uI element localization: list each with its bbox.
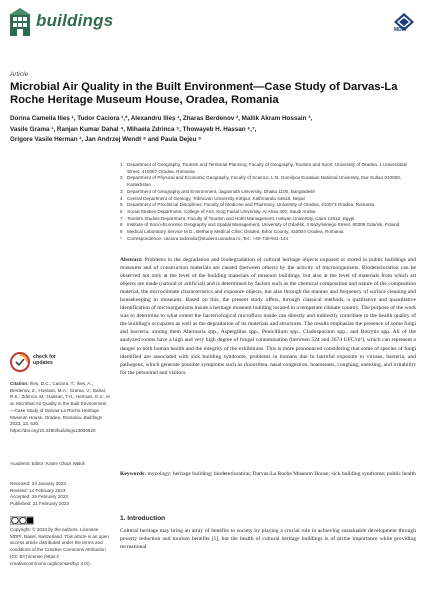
affiliation-number: 2 [120, 175, 123, 181]
affiliation-text: Department of Geography, Tourism and Territorial Planning, Faculty of Geography, Tourism and Sport, University of Oradea, 1 Universitatii Street, 410087 Oradea, Romania [127, 162, 407, 174]
affiliation-number: 6 [120, 208, 123, 214]
check-for-updates-label[interactable] [33, 354, 56, 366]
citation-block [10, 381, 110, 435]
citation-volume[interactable]: 2023, 13, 620. https://doi.org/10.3390/buildings13030620 [10, 421, 96, 433]
abstract [120, 256, 416, 377]
date-line: Revised: 14 February 2023 [10, 487, 66, 493]
affiliation-text: Medical Laboratory Service M.D., Bethany Medical Clinic Oradea, Bihor County, 410004 Oradea, Romania [127, 229, 344, 235]
author-list [10, 114, 414, 146]
affiliation-item [120, 162, 420, 175]
affiliation-item [120, 175, 420, 188]
correspondence [120, 236, 420, 243]
journal-name: buildings [36, 11, 114, 30]
affiliation-item [120, 189, 420, 196]
article-title: Microbial Air Quality in the Built Environment—Case Study of Darvas-La Roche Heritage Museum House, Oradea, Romania [10, 81, 398, 107]
academic-editor-label: Academic Editor: [10, 461, 45, 466]
affiliation-text: Department of Preclinical Disciplines, Faculty of Medicine and Pharmacy, University of Oradea, 410073 Oradea, Romania [127, 202, 375, 208]
affiliation-text: Tourism Studies Department, Faculty of Tourism and Hotel Management, Helwan University, Cairo 12612, Egypt [127, 215, 355, 221]
keywords-text: mycology; heritage building; biodeterioration; Darvas-La Roche Museum House; sick building syndrome; public health [147, 471, 416, 477]
affiliation-number: 7 [120, 215, 123, 221]
copyright-block [10, 527, 110, 567]
article-type: Article [10, 71, 29, 78]
citation-label: Citation: [10, 381, 29, 386]
copyright-text: Copyright: © 2023 by the authors. Licensee MDPI, Basel, Switzerland. This article is an open access article distributed under the terms and conditions of the Creative Commons Attribution (CC BY) license (https:// creativecommons.org/licenses/by/ 4.0/). [10, 527, 109, 566]
date-line: Accepted: 19 February 2023 [10, 494, 68, 500]
check-updates-line: updates [33, 360, 53, 366]
citation-text: Ilieș, D.C.; Caciora, T.; Ilieș, A.; Berdenov, Z.; Hossain, M.A.; Grama, V.; Dahal, R.K.; Zdrinca, M.; Hassan, T.H.; Herman, G.V.; et al. Microbial Air Quality in the Built Environment—Case Study of Darvas-La Roche Heritage Museum House, Oradea, Romania. [10, 381, 110, 420]
affiliation-number: 5 [120, 202, 123, 208]
check-updates-line: check for [33, 354, 57, 360]
affiliation-number: 3 [120, 188, 123, 194]
date-line: Published: 21 February 2023 [10, 501, 69, 507]
affiliation-item [120, 229, 420, 236]
cc-by-license-icon[interactable] [10, 516, 34, 525]
date-line: Received: 23 January 2023 [10, 481, 66, 486]
affiliation-text: Department of Geography and Environment, Jagannath University, Dhaka 1100, Bangladesh [127, 188, 316, 194]
abstract-text: Problems in the degradation and biodegradation of cultural heritage objects exposed or stored in public buildings and museums and of construction materials are caused (between others) by the activity of microorganisms. Biodeterioration can be observed not only at the level of the building materials of museum buildings, but also at the level of materials from which art objects are made (natural or artificial) and is determined by factors such as the chemical composition and nature of the composition material, the microclimate characteristics and exposure objects, but also through the manner and frequency of surface cleaning and housekeeping in museums. Based on this, the present study offers, through classical methods, a qualitative and quantitative identification of microorganisms inside a heritage museum building located in a temperate climate country. The purpose of the work was to determine to what extent the bacteriological microflora inside can directly and indirectly contribute to the health quality of the building's occupants as well as the degradation of its materials and structures. The results emphasize the presence of some fungi and bacteria, among them Alternaria spp., Aspergillus spp., Penicillium spp., Cladosporium spp., and Botrytis spp. All of the analyzed rooms have a high and very high degree of fungal contamination (between 524 and 3674 UFC/m³), which can represent a danger to both human health and the integrity of the exhibitions. This is more pronounced considering that some of species of fungi identified are associated with sick building syndrome, problems in humans due to harmful exposure to viruses, bacteria, and pathogens, which generate possible symptoms such as rhinorrhea, nasal congestion, hoarseness, coughing, sneezing, and irritability for the personnel and visitors. [120, 257, 416, 376]
section-heading: 1. Introduction [120, 515, 166, 522]
affiliation-item [120, 216, 420, 223]
affiliation-text: Department of Physical and Economic Geography, Faculty of Science, L.N. Gumilyov Eurasian National University, Nur-Sultan 010008, Kazakhstan [127, 175, 402, 188]
affiliation-text: Central Department of Geology, Tribhuvan University Kirtipur, Kathmandu 44618, Nepal [127, 195, 305, 201]
keywords [120, 470, 416, 478]
intro-paragraph: Cultural heritage may bring an array of benefits to society by playing a crucial role in achieving sustainable development through poverty reduction and tourism benefits [1], but the health of cultural heritage buildings is of prime importance while providing recreational [120, 528, 416, 551]
check-for-updates-icon[interactable] [10, 352, 30, 372]
correspondence-text[interactable]: Correspondence: caciora.tudoraliu@student.uoradea.ro; Tel.: +40-740-941-144 [127, 235, 288, 241]
academic-editor [10, 461, 110, 468]
journal-logo-icon [9, 8, 31, 36]
author-line[interactable]: Dorina Camelia Ilieș ¹, Tudor Caciora ¹,*, Alexandru Ilieș ¹, Zharas Berdenov ², Mallik Akram Hossain ³, [10, 115, 313, 122]
keywords-label: Keywords: [120, 471, 147, 477]
publisher-name: MDPI [394, 27, 407, 33]
affiliation-list [120, 162, 420, 242]
correspondence-mark: * [120, 235, 122, 241]
author-line[interactable]: Vasile Grama ¹, Ranjan Kumar Dahal ⁴, Mihaela Zdrinca ⁵, Thowayeb H. Hassan ⁶,⁷, [10, 125, 257, 133]
affiliation-number: 1 [120, 162, 123, 167]
affiliation-number: 9 [120, 229, 123, 235]
affiliation-text: Institute of Socio-Economic Geography and Spatial Management, University of Gdańsk, 4 Bażyńskiego Street, 80309 Gdańsk, Poland [127, 222, 400, 228]
publication-dates [10, 481, 110, 508]
affiliation-text: Social Studies Department, College of Arts, King Faisal University, Al Ahsa 400, Saudi Arabia [127, 208, 316, 214]
citation-journal: Buildings [83, 414, 103, 420]
abstract-label: Abstract: [120, 257, 143, 263]
author-line[interactable]: Grigore Vasile Herman ¹, Jan Andrzej Wendt ⁸ and Paula Dejeu ⁹ [10, 136, 202, 143]
affiliation-item [120, 209, 420, 216]
affiliation-item [120, 202, 420, 209]
affiliation-number: 8 [120, 222, 123, 228]
affiliation-item [120, 196, 420, 203]
affiliation-number: 4 [120, 195, 123, 201]
academic-editor-name: Karim Ghazi Wakili [46, 461, 85, 466]
affiliation-item [120, 222, 420, 229]
